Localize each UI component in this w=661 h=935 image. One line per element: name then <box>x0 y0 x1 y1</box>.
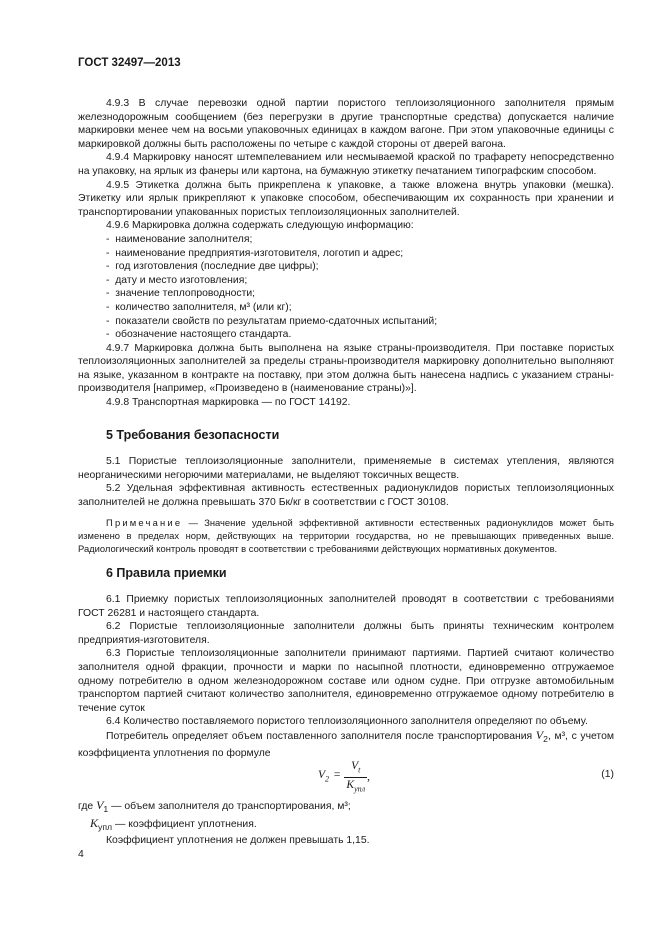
formula-1 <box>78 759 614 794</box>
list-item: - год изготовления (последние две цифры); <box>78 260 614 274</box>
section-4-marking <box>78 97 614 410</box>
note <box>78 517 614 555</box>
page-header: ГОСТ 32497—2013 <box>78 57 181 69</box>
list-item: - дату и место изготовления; <box>78 274 614 288</box>
list-item: - значение теплопроводности; <box>78 287 614 301</box>
note-text: — Значение удельной эффективной активности естественных радионуклидов может быть изменено в пределах норм, действующих на территории государства, но не превышающих приведенных выше. Радиологический контроль проводят в соответствии с требованиями действующих нормативных документов. <box>78 517 614 554</box>
paragraph-4-9-8: 4.9.8 Транспортная маркировка — по ГОСТ 14192. <box>106 397 351 409</box>
list-item: - наименование предприятия-изготовителя, логотип и адрес; <box>78 247 614 261</box>
page-number: 4 <box>78 849 84 860</box>
paragraph-6-4-continued: Потребитель определяет объем поставленного заполнителя после транспортирования $V_2$, м³, с учетом коэффициента уплотнения по формуле <box>78 727 614 759</box>
paragraph-4-9-4: 4.9.4 Маркировку наносят штемпелеванием или несмываемой краской по трафарету непосредственно на упаковку, на ярлык из фанеры или картона, на бумажную этикетку печатанием типографским способом. <box>78 152 614 177</box>
formula-number: (1) <box>601 769 614 780</box>
paragraph-4-9-7: 4.9.7 Маркировка должна быть выполнена на языке страны-производителя. При поставке пористых теплоизоляционных заполнителей за пределы страны-производителя маркировку дополнительно выполняют на языке, указанном в контракте на поставку, при этом должна быть нанесена надпись с указанием страны-производителя [например, «Произведено в (наименование страны)»]. <box>78 342 614 395</box>
paragraph-6-4: 6.4 Количество поставляемого пористого теплоизоляционного заполнителя определяют по объему. <box>106 716 588 728</box>
section-6-acceptance <box>78 566 614 760</box>
paragraph-5-2: 5.2 Удельная эффективная активность естественных радионуклидов пористых теплоизоляционных заполнителей не должна превышать 370 Бк/кг в соответствии с ГОСТ 30108. <box>78 483 614 508</box>
section-5-safety <box>78 428 614 555</box>
paragraph-4-9-6: 4.9.6 Маркировка должна содержать следующую информацию: <box>106 220 414 232</box>
section-6-title: 6 Правила приемки <box>106 566 227 580</box>
compaction-limit: Коэффициент уплотнения не должен превышать 1,15. <box>106 835 370 847</box>
list-item: - количество заполнителя, м³ (или кг); <box>78 301 614 315</box>
list-item: - наименование заполнителя; <box>78 233 614 247</box>
list-item: - обозначение настоящего стандарта. <box>78 328 614 342</box>
list-item: - показатели свойств по результатам приемо-сдаточных испытаний; <box>78 315 614 329</box>
formula-legend <box>78 799 614 848</box>
note-label: Примечание <box>106 517 183 529</box>
paragraph-6-2: 6.2 Пористые теплоизоляционные заполнители должны быть приняты техническим контролем предприятия-изготовителя. <box>78 621 614 646</box>
paragraph-4-9-5: 4.9.5 Этикетка должна быть прикреплена к упаковке, а также вложена внутрь упаковки (мешка). Этикетку или ярлык прикрепляют к упаковке способом, обеспечивающим их сохранность при хранении и транспортировании упакованных пористых теплоизоляционных заполнителей. <box>78 179 614 218</box>
formula-fraction: $V_t$ $K_{упл}$ <box>346 760 366 794</box>
paragraph-4-9-3: 4.9.3 В случае перевозки одной партии пористого теплоизоляционного заполнителя прямым железнодорожным сообщением (без перегрузки в другие транспортные средства) допускается наличие маркировки менее чем на восьми упаковочных единицах в каждом вагоне. При этом упаковочные единицы с маркировкой должны быть расположены по четыре с каждой стороны от дверей вагона. <box>78 98 614 150</box>
paragraph-6-1: 6.1 Приемку пористых теплоизоляционных заполнителей проводят в соответствии с требованиями ГОСТ 26281 и настоящего стандарта. <box>78 594 614 619</box>
paragraph-6-3: 6.3 Пористые теплоизоляционные заполнители принимают партиями. Партией считают количество заполнителя одной фракции, прочности и марки по насыпной плотности, единовременно отгружаемое одному потребителю в одном железнодорожном составе или одном судне. При отгрузке автомобильным транспортом партией считают количество заполнителя, единовременно отгружаемое одному потребителю в течение суток <box>78 648 614 714</box>
variable-v2: V <box>535 727 544 742</box>
formula-expression: $V_2$ = $V_t$ $K_{упл}$ , <box>318 759 370 797</box>
section-5-title: 5 Требования безопасности <box>106 428 280 442</box>
paragraph-5-1: 5.1 Пористые теплоизоляционные заполнители, применяемые в системах утепления, являются неорганическими негорючими материалами, не выделяют токсичных веществ. <box>78 456 614 481</box>
where-v1: где $V_1$ — объем заполнителя до транспортирования, м³; <box>78 798 351 815</box>
where-k: $K_{упл}$ — коэффициент уплотнения. <box>90 815 257 832</box>
